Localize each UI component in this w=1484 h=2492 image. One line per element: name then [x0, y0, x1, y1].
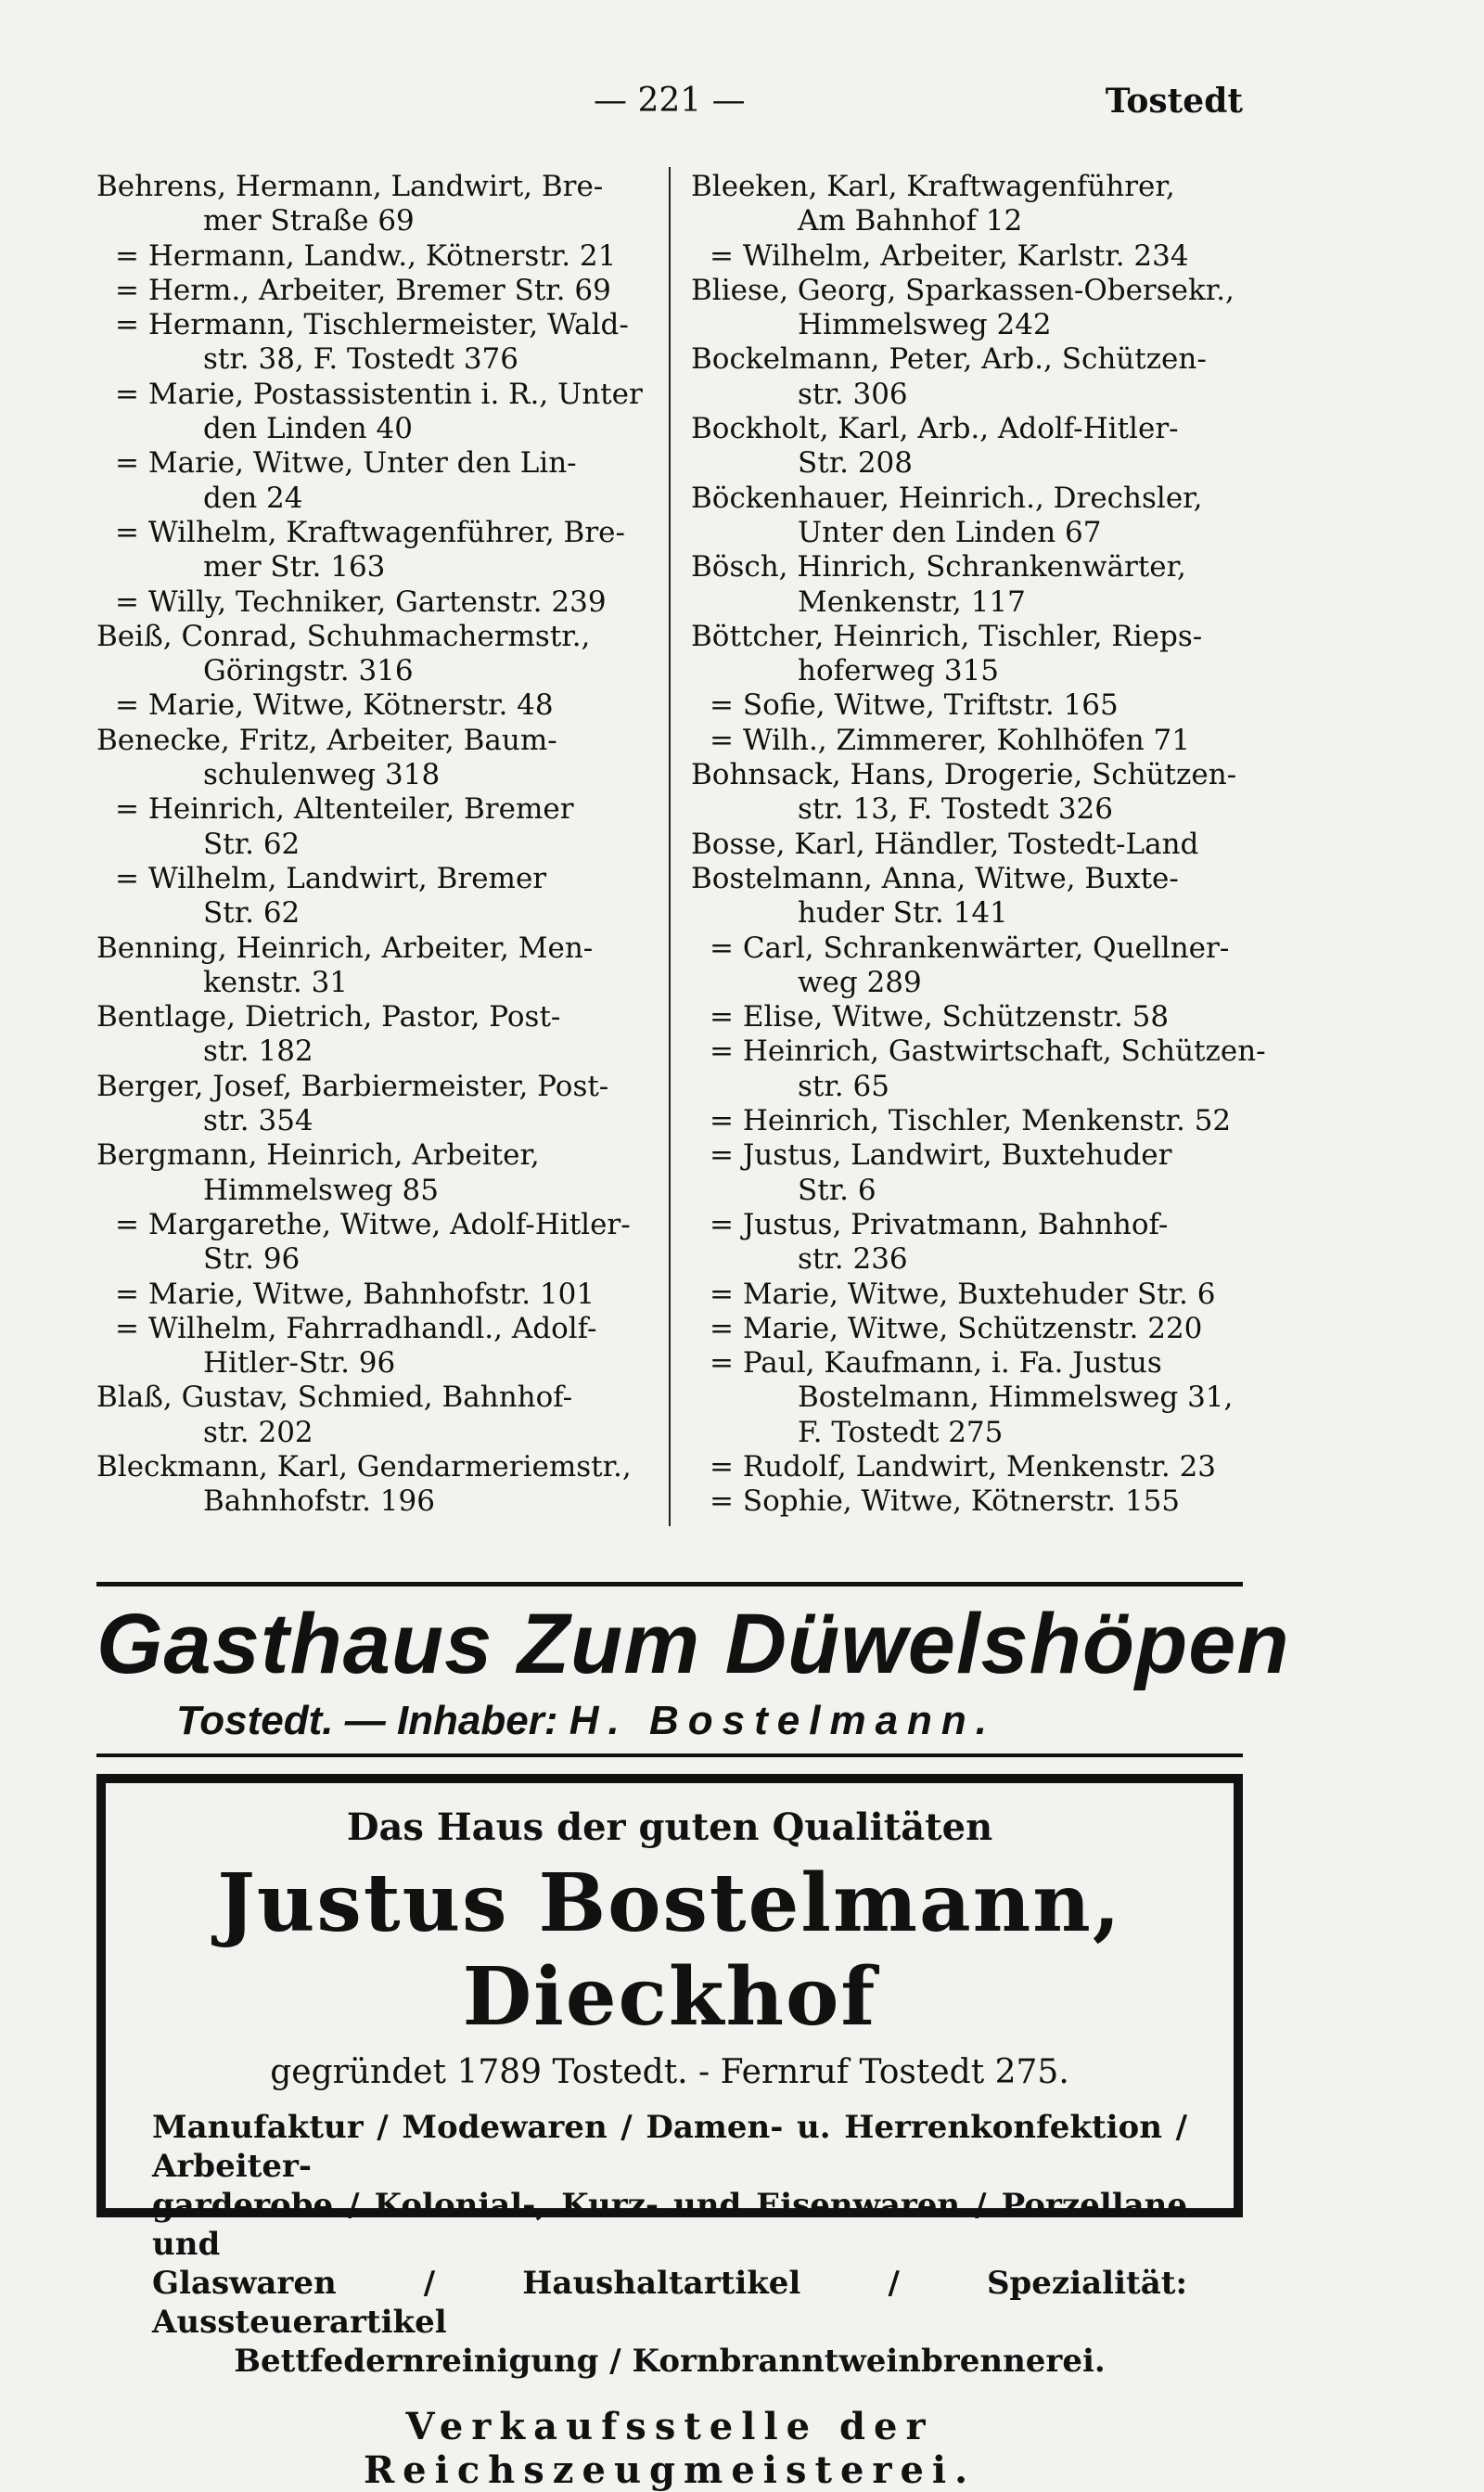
directory-entry	[96, 378, 690, 447]
directory-entry	[691, 1000, 1247, 1034]
entry-line: Benning, Heinrich, Arbeiter, Men-	[96, 931, 594, 965]
directory-entry	[96, 1450, 690, 1520]
directory-entry	[691, 1278, 1247, 1312]
entry-continuation: Himmelsweg 242	[798, 308, 1052, 342]
page-number: — 221 —	[594, 82, 746, 120]
entry-line: Berger, Josef, Barbiermeister, Post-	[96, 1069, 609, 1103]
column-divider	[669, 167, 671, 1526]
directory-entry	[96, 1278, 690, 1312]
entry-line: Bockelmann, Peter, Arb., Schützen-	[691, 342, 1207, 377]
ad-brand-name: Justus Bostelmann, Dieckhof	[217, 1856, 1122, 2044]
directory-entry	[691, 274, 1247, 343]
directory-entry	[691, 1346, 1247, 1450]
ad-tagline: Das Haus der guten Qualitäten	[346, 1805, 993, 1849]
bostelmann-advertisement	[96, 1774, 1243, 2492]
directory-entry	[96, 620, 690, 689]
directory-entry	[96, 862, 690, 931]
entry-line: = Heinrich, Gastwirtschaft, Schützen-	[710, 1034, 1266, 1069]
ad-goods-list	[152, 2108, 1187, 2381]
ad-footer: Verkaufsstelle der Reichszeugmeisterei.	[363, 2405, 977, 2492]
directory-entry	[691, 1450, 1247, 1484]
entry-line: = Rudolf, Landwirt, Menkenstr. 23	[710, 1449, 1217, 1484]
directory-column-right	[691, 170, 1266, 1520]
entry-continuation: den Linden 40	[203, 412, 413, 446]
entry-line: = Hermann, Landw., Kötnerstr. 21	[115, 238, 617, 273]
entry-line: = Justus, Privatmann, Bahnhof-	[710, 1207, 1169, 1241]
entry-line: = Justus, Landwirt, Buxtehuder	[710, 1138, 1172, 1173]
entry-line: Blaß, Gustav, Schmied, Bahnhof-	[96, 1381, 573, 1415]
entry-continuation: str. 65	[798, 1069, 889, 1103]
entry-continuation: str. 182	[203, 1034, 313, 1069]
entry-continuation: schulenweg 318	[203, 758, 441, 792]
entry-line: = Marie, Witwe, Buxtehuder Str. 6	[710, 1277, 1216, 1311]
entry-continuation: Am Bahnhof 12	[798, 204, 1023, 238]
directory-entry	[691, 620, 1247, 689]
directory-entry	[691, 1034, 1266, 1104]
directory-entry	[96, 274, 690, 308]
entry-continuation: Str. 62	[203, 827, 301, 861]
entry-line: = Willy, Techniker, Gartenstr. 239	[115, 584, 607, 619]
entry-continuation: Menkenstr, 117	[798, 584, 1026, 619]
entry-continuation: weg 289	[798, 965, 922, 999]
directory-entry	[691, 758, 1247, 828]
entry-line: Behrens, Hermann, Landwirt, Bre-	[96, 170, 604, 203]
gasthaus-place: Tostedt.	[176, 1698, 334, 1743]
entry-continuation: hoferweg 315	[798, 654, 1000, 688]
gasthaus-owner-name: H. Bostelmann.	[569, 1698, 997, 1743]
directory-entry	[691, 412, 1247, 482]
entry-line: = Paul, Kaufmann, i. Fa. Justus	[710, 1346, 1162, 1381]
entry-continuation: den 24	[203, 481, 303, 515]
entry-line: = Hermann, Tischlermeister, Wald-	[115, 308, 629, 342]
directory-entry	[691, 170, 1247, 239]
directory-entry	[96, 688, 690, 723]
directory-entry	[691, 931, 1247, 1001]
entry-line: = Wilhelm, Fahrradhandl., Adolf-	[115, 1311, 597, 1345]
ad-goods-line: Glaswaren / Haushaltartikel / Spezialität: Aussteuerartikel	[152, 2265, 1187, 2341]
entry-line: = Wilhelm, Kraftwagenführer, Bre-	[115, 515, 625, 549]
entry-line: = Carl, Schrankenwärter, Quellner-	[710, 931, 1230, 965]
directory-entry	[96, 724, 690, 793]
ad-goods-line: garderobe / Kolonial-, Kurz- und Eisenwaren / Porzellane und	[152, 2187, 1187, 2263]
entry-continuation: huder Str. 141	[798, 896, 1008, 931]
directory-entry	[96, 585, 690, 620]
entry-continuation: Str. 62	[203, 896, 301, 931]
directory-entry	[691, 482, 1247, 551]
entry-line: Bostelmann, Anna, Witwe, Buxte-	[691, 861, 1179, 895]
ad-rule-bottom	[96, 1753, 1243, 1757]
entry-continuation: Unter den Linden 67	[798, 515, 1102, 549]
directory-entry	[691, 550, 1247, 620]
ad-goods-line: Bettfedernreinigung / Kornbranntweinbrennerei.	[234, 2343, 1106, 2380]
entry-line: = Margarethe, Witwe, Adolf-Hitler-	[115, 1207, 631, 1241]
entry-line: = Marie, Witwe, Bahnhofstr. 101	[115, 1277, 595, 1311]
entry-line: Bosse, Karl, Händler, Tostedt-Land	[691, 827, 1199, 861]
entry-line: = Herm., Arbeiter, Bremer Str. 69	[115, 273, 611, 307]
entry-continuation: Str. 208	[798, 446, 913, 481]
directory-entry	[96, 516, 690, 585]
entry-continuation: str. 306	[798, 377, 908, 411]
directory-entry	[96, 308, 690, 378]
entry-line: = Wilhelm, Arbeiter, Karlstr. 234	[710, 238, 1189, 273]
directory-entry	[96, 931, 690, 1001]
directory-entry	[96, 1312, 690, 1381]
directory-entry	[96, 170, 690, 239]
entry-line: = Heinrich, Altenteiler, Bremer	[115, 792, 574, 827]
entry-line: Böckenhauer, Heinrich., Drechsler,	[691, 481, 1203, 515]
directory-entry	[691, 1138, 1247, 1208]
entry-continuation: mer Str. 163	[203, 550, 386, 584]
entry-line: Bleeken, Karl, Kraftwagenführer,	[691, 170, 1175, 203]
entry-line: = Sophie, Witwe, Kötnerstr. 155	[710, 1484, 1181, 1519]
directory-entry	[691, 1312, 1247, 1346]
entry-line: Benecke, Fritz, Arbeiter, Baum-	[96, 723, 557, 757]
ad-goods-line: Manufaktur / Modewaren / Damen- u. Herrenkonfektion / Arbeiter-	[152, 2109, 1187, 2185]
entry-continuation: str. 236	[798, 1242, 908, 1277]
directory-entry	[691, 1484, 1247, 1519]
directory-entry	[96, 239, 690, 274]
entry-line: Bockholt, Karl, Arb., Adolf-Hitler-	[691, 412, 1179, 446]
gasthaus-owner-label: Inhaber:	[396, 1698, 558, 1743]
entry-line: Bentlage, Dietrich, Pastor, Post-	[96, 1000, 561, 1034]
ad-rule-top	[96, 1582, 1243, 1586]
entry-continuation: str. 202	[203, 1415, 313, 1449]
entry-continuation: Hitler-Str. 96	[203, 1346, 396, 1381]
directory-entry	[691, 239, 1247, 274]
entry-line: = Marie, Witwe, Kötnerstr. 48	[115, 688, 554, 723]
entry-line: = Heinrich, Tischler, Menkenstr. 52	[710, 1104, 1232, 1138]
entry-continuation: mer Straße 69	[203, 204, 415, 238]
entry-continuation: str. 38, F. Tostedt 376	[203, 342, 519, 377]
gasthaus-ad-subline	[176, 1698, 1196, 1744]
running-head: Tostedt	[1105, 82, 1243, 121]
directory-entry	[96, 1138, 690, 1208]
entry-line: Bösch, Hinrich, Schrankenwärter,	[691, 550, 1186, 584]
directory-column-left	[96, 170, 690, 1520]
entry-line: Beiß, Conrad, Schuhmachermstr.,	[96, 619, 591, 653]
entry-continuation: Göringstr. 316	[203, 654, 414, 688]
entry-continuation: kenstr. 31	[203, 965, 349, 999]
entry-continuation: Bahnhofstr. 196	[203, 1484, 435, 1519]
entry-line: = Marie, Postassistentin i. R., Unter	[115, 377, 643, 411]
directory-entry	[96, 446, 690, 516]
directory-entry	[96, 1208, 690, 1278]
directory-entry	[691, 1208, 1247, 1278]
gasthaus-dash: —	[344, 1698, 386, 1743]
entry-continuation: Bostelmann, Himmelsweg 31,	[798, 1381, 1234, 1415]
gasthaus-ad-title: Gasthaus Zum Düwelshöpen	[96, 1597, 1290, 1691]
entry-continuation: F. Tostedt 275	[798, 1415, 1004, 1449]
entry-line: Bliese, Georg, Sparkassen-Obersekr.,	[691, 273, 1235, 307]
entry-line: = Sofie, Witwe, Triftstr. 165	[710, 688, 1119, 723]
ad-founded-line: gegründet 1789 Tostedt. - Fernruf Tostedt 275.	[270, 2053, 1069, 2091]
directory-entry	[691, 342, 1247, 412]
directory-entry	[691, 688, 1247, 723]
entry-continuation: Str. 6	[798, 1173, 876, 1207]
directory-entry	[691, 1104, 1247, 1138]
directory-entry	[691, 862, 1247, 931]
directory-entry	[96, 1381, 690, 1450]
directory-entry	[96, 1070, 690, 1139]
entry-line: = Wilhelm, Landwirt, Bremer	[115, 861, 547, 895]
entry-line: Bleckmann, Karl, Gendarmeriemstr.,	[96, 1449, 632, 1484]
page-header	[0, 82, 1484, 128]
entry-continuation: Himmelsweg 85	[203, 1173, 439, 1207]
directory-entry	[691, 724, 1247, 758]
directory-entry	[691, 828, 1247, 862]
entry-line: = Marie, Witwe, Schützenstr. 220	[710, 1311, 1203, 1345]
directory-entry	[96, 792, 690, 862]
entry-line: = Wilh., Zimmerer, Kohlhöfen 71	[710, 723, 1190, 757]
entry-line: Bohnsack, Hans, Drogerie, Schützen-	[691, 758, 1237, 792]
entry-continuation: Str. 96	[203, 1242, 301, 1277]
entry-line: = Elise, Witwe, Schützenstr. 58	[710, 1000, 1170, 1034]
entry-continuation: str. 354	[203, 1104, 313, 1138]
entry-line: = Marie, Witwe, Unter den Lin-	[115, 446, 577, 481]
entry-line: Bergmann, Heinrich, Arbeiter,	[96, 1138, 540, 1173]
entry-line: Böttcher, Heinrich, Tischler, Rieps-	[691, 619, 1203, 653]
directory-entry	[96, 1000, 690, 1070]
entry-continuation: str. 13, F. Tostedt 326	[798, 792, 1114, 827]
